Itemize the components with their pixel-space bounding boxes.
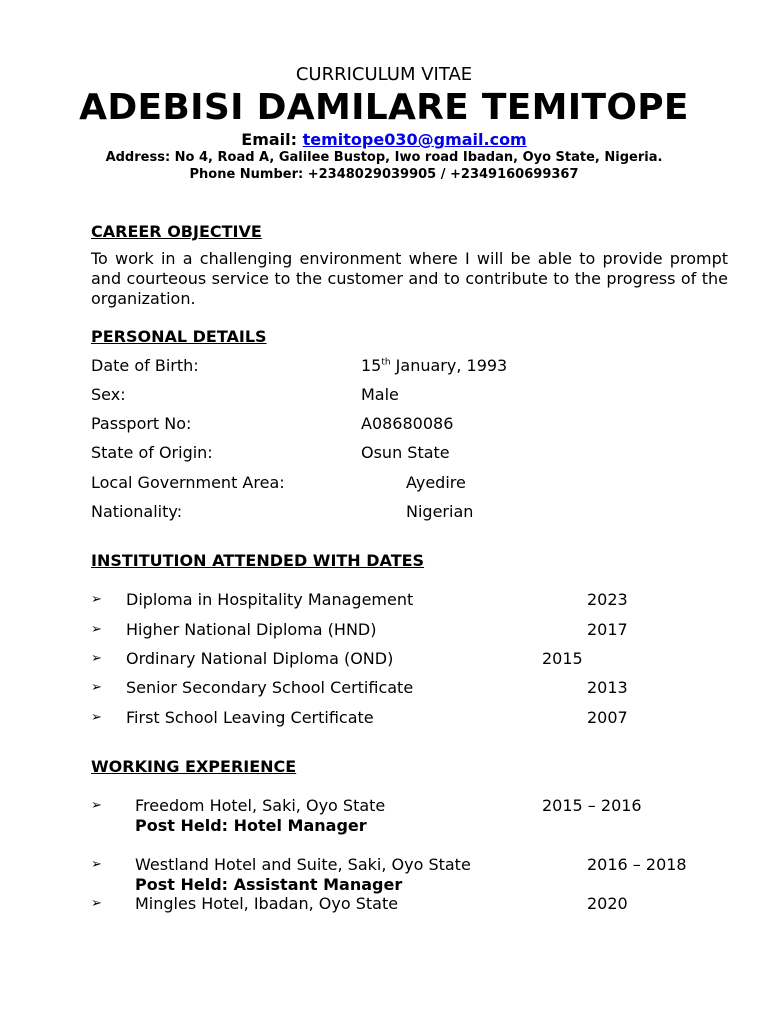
- address-line: Address: No 4, Road A, Galilee Bustop, Iwo road Ibadan, Oyo State, Nigeria.: [105, 150, 663, 165]
- email-link[interactable]: temitope030@gmail.com: [302, 130, 527, 149]
- bullet-icon: ➢: [91, 651, 102, 666]
- experience-dates: 2016 – 2018: [587, 855, 687, 874]
- institution-year: 2023: [587, 590, 628, 609]
- candidate-name: ADEBISI DAMILARE TEMITOPE: [79, 87, 689, 128]
- institution-year: 2015: [542, 649, 583, 668]
- institution-year: 2017: [587, 620, 628, 639]
- sex-value: Male: [361, 385, 399, 404]
- phone-line: Phone Number: +2348029039905 / +2349160699367: [189, 167, 579, 182]
- institution-name: Diploma in Hospitality Management: [126, 590, 414, 609]
- experience-heading: WORKING EXPERIENCE: [91, 757, 297, 776]
- institution-year: 2013: [587, 678, 628, 697]
- bullet-icon: ➢: [91, 798, 102, 813]
- state-of-origin-label: State of Origin:: [91, 443, 213, 462]
- institution-name: Senior Secondary School Certificate: [126, 678, 414, 697]
- dob-value: [361, 356, 507, 376]
- experience-dates: 2015 – 2016: [542, 796, 642, 815]
- experience-place: Westland Hotel and Suite, Saki, Oyo State: [135, 855, 471, 874]
- bullet-icon: ➢: [91, 680, 102, 695]
- email-line: [0, 130, 768, 150]
- bullet-icon: ➢: [91, 710, 102, 725]
- experience-place: Mingles Hotel, Ibadan, Oyo State: [135, 894, 399, 913]
- passport-value: A08680086: [361, 414, 454, 433]
- personal-details-heading: PERSONAL DETAILS: [91, 327, 267, 346]
- institution-name: Ordinary National Diploma (OND): [126, 649, 394, 668]
- institutions-heading: INSTITUTION ATTENDED WITH DATES: [91, 551, 425, 570]
- nationality-value: Nigerian: [406, 502, 474, 521]
- institution-name: First School Leaving Certificate: [126, 708, 374, 727]
- career-objective-heading: CAREER OBJECTIVE: [91, 222, 262, 241]
- experience-dates: 2020: [587, 894, 628, 913]
- sex-label: Sex:: [91, 385, 126, 404]
- dob-month-year: January, 1993: [390, 356, 508, 375]
- dob-day: 15: [361, 356, 382, 375]
- lga-value: Ayedire: [406, 473, 466, 492]
- bullet-icon: ➢: [91, 592, 102, 607]
- nationality-label: Nationality:: [91, 502, 183, 521]
- experience-post: Post Held: Assistant Manager: [135, 875, 403, 894]
- bullet-icon: ➢: [91, 896, 102, 911]
- institution-year: 2007: [587, 708, 628, 727]
- career-objective-text: To work in a challenging environment where I will be able to provide prompt and courteous service to the customer and to contribute to the progress of the organization.: [91, 249, 728, 308]
- state-of-origin-value: Osun State: [361, 443, 450, 462]
- experience-place: Freedom Hotel, Saki, Oyo State: [135, 796, 386, 815]
- lga-label: Local Government Area:: [91, 473, 285, 492]
- bullet-icon: ➢: [91, 857, 102, 872]
- document-title: CURRICULUM VITAE: [295, 64, 473, 85]
- institution-name: Higher National Diploma (HND): [126, 620, 377, 639]
- dob-ordinal: th: [381, 357, 391, 368]
- bullet-icon: ➢: [91, 622, 102, 637]
- passport-label: Passport No:: [91, 414, 192, 433]
- email-label: Email:: [241, 130, 298, 149]
- experience-post: Post Held: Hotel Manager: [135, 816, 367, 835]
- dob-label: Date of Birth:: [91, 356, 199, 375]
